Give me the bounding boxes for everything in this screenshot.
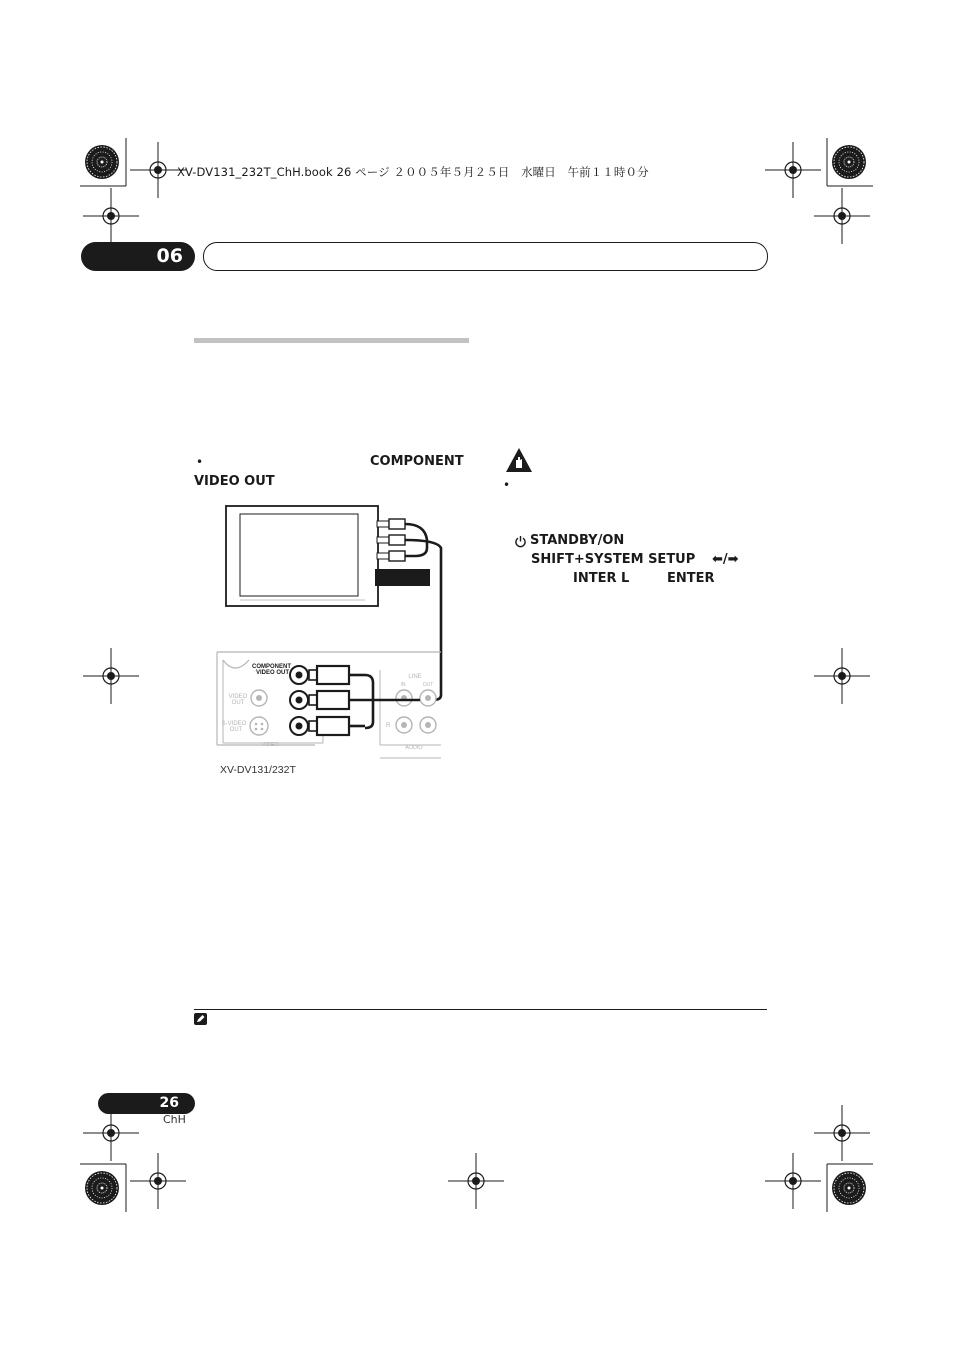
label-line-1: COMPONENT <box>252 664 291 670</box>
crosshair-mark <box>83 188 139 244</box>
shift-system-setup-label: SHIFT+SYSTEM SETUP <box>531 552 696 567</box>
video-out-panel-label: VIDEO OUT <box>228 694 248 706</box>
page-number-badge: 26 <box>98 1093 195 1114</box>
in-label: IN <box>400 682 406 688</box>
tv-component-inputs <box>377 519 405 561</box>
crosshair-mark <box>130 1153 186 1209</box>
standby-on-label: STANDBY/ON <box>530 533 625 548</box>
chapter-title-bar <box>203 242 768 271</box>
starburst-mark-top-right <box>832 145 866 179</box>
crosshair-mark <box>814 648 870 704</box>
crosshair-mark <box>765 1153 821 1209</box>
tv-input-label-box <box>375 569 430 586</box>
component-label: COMPONENT <box>370 454 464 469</box>
bullet: • <box>503 478 511 492</box>
arrow-keys-label: ⬅/➡ <box>712 552 739 567</box>
component-jacks <box>290 666 308 735</box>
enter-label: ENTER <box>667 571 715 586</box>
label-line-2: VIDEO OUT <box>255 670 289 676</box>
tv-illustration <box>226 506 378 606</box>
language-code: ChH <box>163 1113 186 1126</box>
crosshair-mark <box>814 188 870 244</box>
bullet: • <box>196 455 204 469</box>
crosshair-mark <box>83 648 139 704</box>
power-icon <box>514 535 527 548</box>
inter-l-label: INTER L <box>573 571 630 586</box>
starburst-mark-top-left <box>85 145 119 179</box>
figure-caption: XV-DV131/232T <box>220 764 296 776</box>
connection-diagram <box>215 500 445 760</box>
component-video-out-label <box>252 664 291 676</box>
note-icon <box>194 1013 207 1025</box>
audio-group-label: AUDIO <box>405 745 423 751</box>
footnote-divider <box>194 1009 767 1010</box>
r-channel-label: R <box>386 723 391 729</box>
s-video-out-panel-label: S-VIDEO OUT <box>221 721 247 733</box>
important-warning-icon <box>505 447 533 473</box>
line-group-label: LINE <box>408 674 422 680</box>
crosshair-mark <box>814 1105 870 1161</box>
crosshair-mark <box>448 1153 504 1209</box>
out-label: OUT <box>422 682 434 688</box>
video-group-label: VIDEO <box>261 742 279 748</box>
section-divider <box>194 338 469 343</box>
video-out-label: VIDEO OUT <box>194 474 275 489</box>
starburst-mark-bottom-left <box>85 1171 119 1205</box>
crosshair-mark <box>765 142 821 198</box>
chapter-number-badge: 06 <box>81 242 195 271</box>
print-header: XV-DV131_232T_ChH.book 26 ページ ２００５年５月２５日 水曜日 午前１１時０分 <box>177 165 649 179</box>
starburst-mark-bottom-right <box>832 1171 866 1205</box>
